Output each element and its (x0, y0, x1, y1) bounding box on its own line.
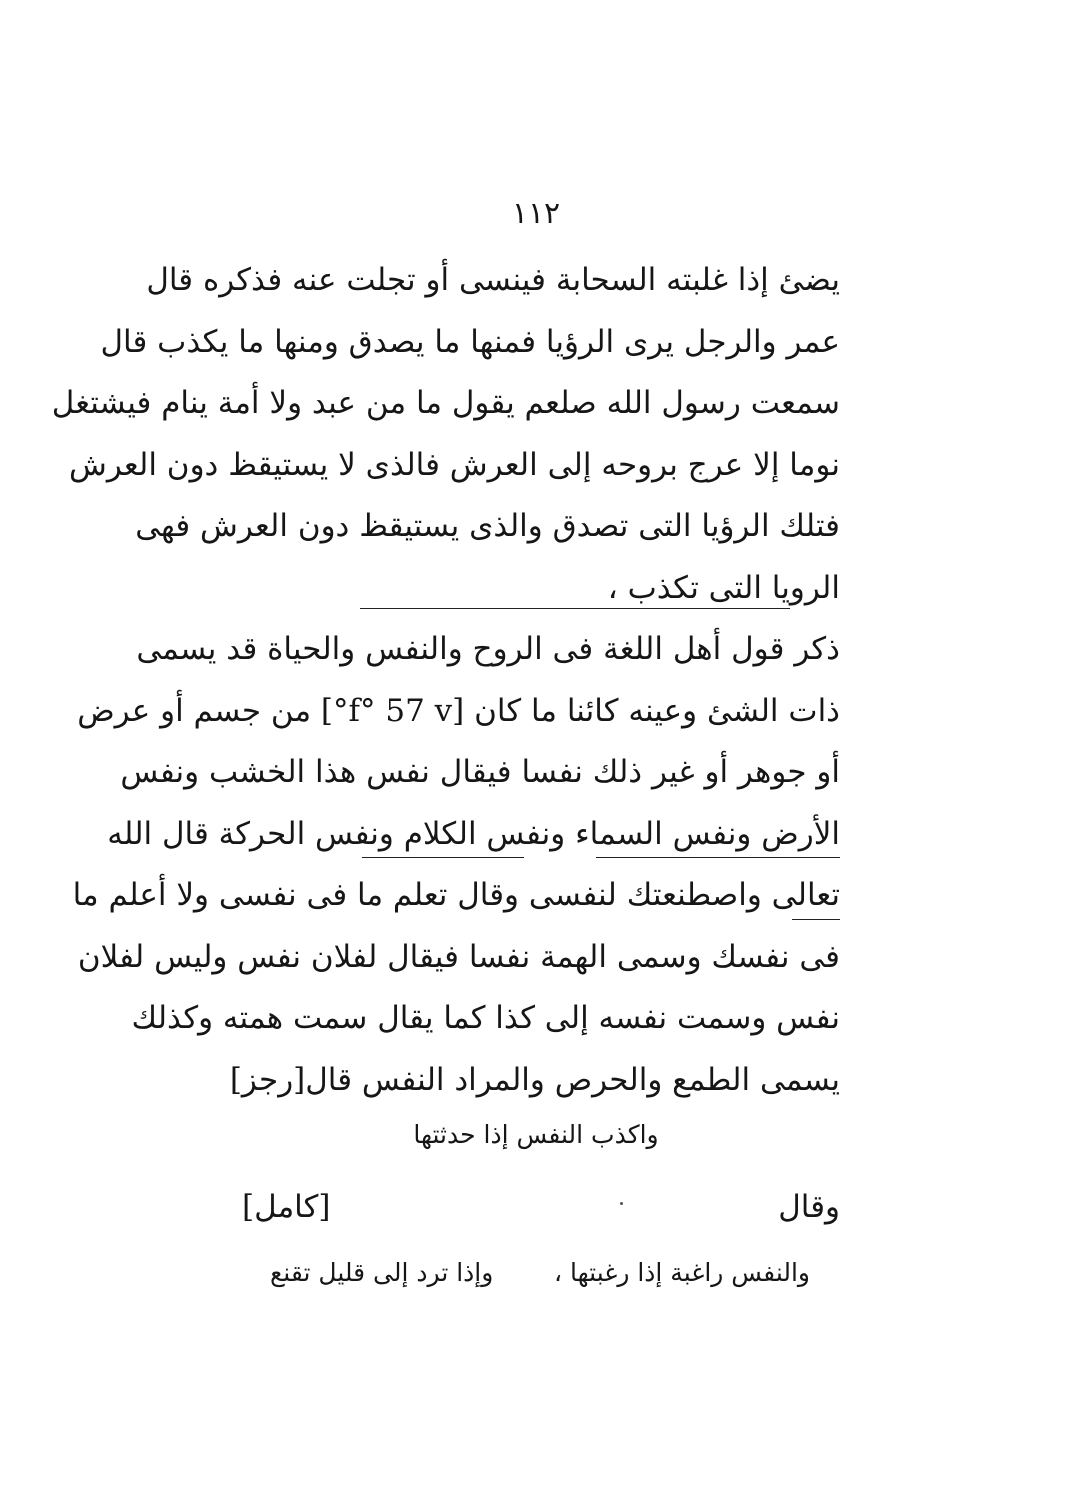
poetry-verse (270, 1258, 810, 1287)
meter-label: [كامل] (242, 1189, 331, 1225)
text-line: فى نفسك وسمى الهمة نفسا فيقال لفلان نفس وليس لفلان (77, 938, 840, 975)
main-text (51, 250, 840, 1111)
text-line: يضئ إذا غلبته السحابة فينسى أو تجلت عنه فذكره قال (146, 262, 840, 298)
underline-mark (792, 919, 840, 920)
text-line: سمعت رسول الله صلعم يقول ما من عبد ولا أمة ينام فيشتغل (51, 385, 840, 421)
underline-mark (596, 857, 840, 858)
meter-line (229, 1050, 840, 1112)
meter-line-text: يسمى الطمع والحرص والمراد النفس قال (305, 1061, 840, 1098)
qala-line (242, 1180, 840, 1234)
text-line: نفس وسمت نفسه إلى كذا كما يقال سمت همته وكذلك (131, 1000, 840, 1036)
text-line: ذات الشئ وعينه كائنا ما كان [f° 57 v°] من جسم أو عرض (77, 692, 840, 729)
hemistich: والنفس راغبة إذا رغبتها ، (554, 1258, 810, 1287)
qala-text: وقال (778, 1189, 840, 1225)
text-line: عمر والرجل يرى الرؤيا فمنها ما يصدق ومنها ما يكذب قال (100, 323, 840, 360)
text-line: فتلك الرؤيا التى تصدق والذى يستيقظ دون العرش فهى (135, 508, 840, 544)
underline-mark (362, 857, 524, 858)
text-line: تعالى واصطنعتك لنفسى وقال تعلم ما فى نفسى ولا أعلم ما (72, 877, 840, 913)
text-line: أو جوهر أو غير ذلك نفسا فيقال نفس هذا الخشب ونفس (120, 754, 840, 790)
meter-label: [رجز] (229, 1061, 306, 1098)
text-line: الأرض ونفس السماء ونفس الكلام ونفس الحركة قال الله (107, 815, 840, 852)
text-line: ذكر قول أهل اللغة فى الروح والنفس والحياة قد يسمى (136, 631, 840, 667)
hemistich: وإذا ترد إلى قليل تقنع (270, 1258, 494, 1287)
page-number: ١١٢ (511, 196, 561, 231)
text-line: نوما إلا عرج بروحه إلى العرش فالذى لا يستيقظ دون العرش (68, 446, 840, 483)
text-line: الرويا التى تكذب ، (607, 569, 840, 606)
poetry-verse: واكذب النفس إذا حدثتها (413, 1120, 659, 1149)
section-divider (360, 608, 790, 609)
stray-dot (620, 1202, 623, 1205)
